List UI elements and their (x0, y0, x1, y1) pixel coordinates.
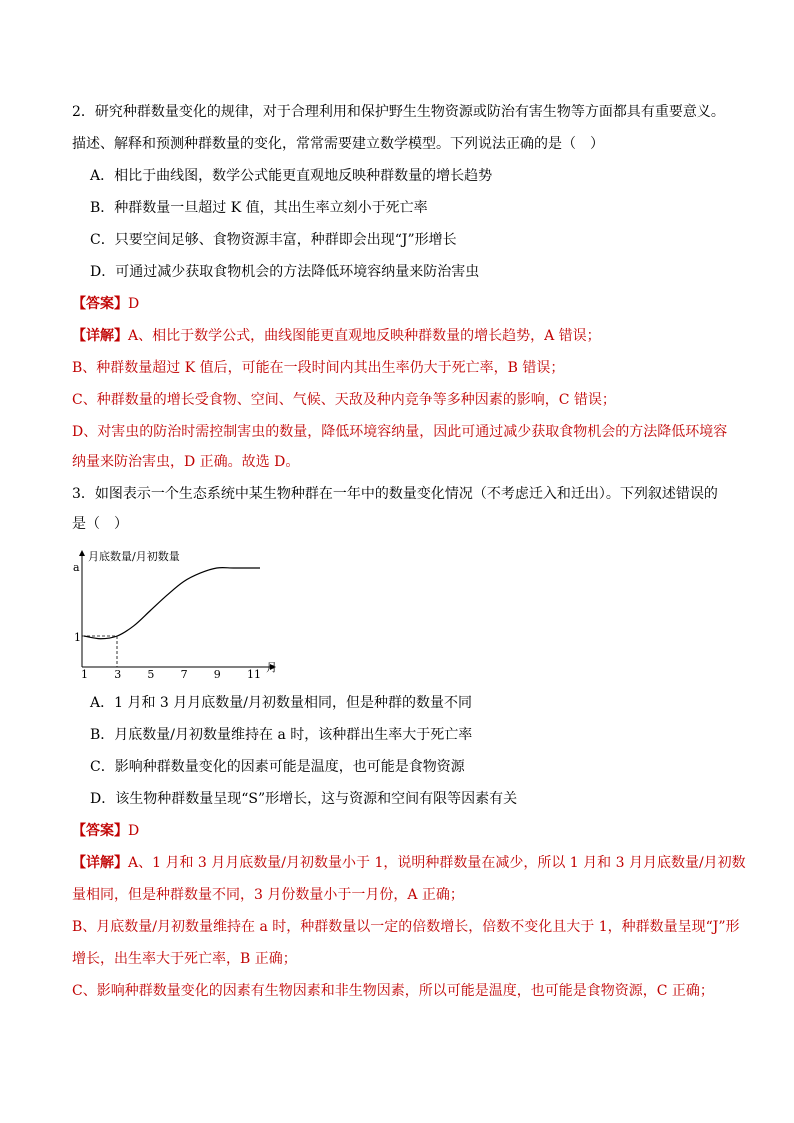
q2-stem-line-1: 2．研究种群数量变化的规律，对于合理利用和保护野生生物资源或防治有害生物等方面都具有重要意义。 (72, 104, 725, 120)
detail-text: A、相比于数学公式，曲线图能更直观地反映种群数量的增长趋势，A 错误； (128, 328, 601, 344)
x-axis-label: 月 (266, 661, 277, 674)
q2-option-a: A．相比于曲线图，数学公式能更直观地反映种群数量的增长趋势 (90, 168, 493, 184)
q3-detail-line-5: C、影响种群数量变化的因素有生物因素和非生物因素，所以可能是温度，也可能是食物资源，C 正确； (72, 983, 714, 999)
x-tick-label: 7 (180, 668, 188, 680)
answer-value: D (128, 823, 140, 839)
q3-option-b: B．月底数量/月初数量维持在 a 时，该种群出生率大于死亡率 (90, 727, 473, 743)
q3-detail-line-2: 量相同，但是种群数量不同，3 月份数量小于一月份，A 正确； (72, 887, 464, 903)
x-tick-label: 3 (114, 668, 122, 680)
detail-tag: 【详解】 (72, 855, 128, 871)
q2-detail-line-5: 纳量来防治害虫，D 正确。故选 D。 (72, 454, 300, 470)
detail-text: A、1 月和 3 月月底数量/月初数量小于 1，说明种群数量在减少，所以 1 月和 3 月月底数量/月初数 (128, 855, 746, 871)
x-tick-labels (81, 668, 261, 680)
q3-option-d: D．该生物种群数量呈现“S”形增长，这与资源和空间有限等因素有关 (90, 791, 518, 807)
q3-answer (72, 821, 139, 841)
q3-option-c: C．影响种群数量变化的因素可能是温度，也可能是食物资源 (90, 759, 465, 775)
q3-detail-line-1 (72, 853, 746, 873)
q3-option-a: A．1 月和 3 月月底数量/月初数量相同，但是种群的数量不同 (90, 695, 472, 711)
q2-detail-line-4: D、对害虫的防治时需控制害虫的数量，降低环境容纳量，因此可通过减少获取食物机会的方法降低环境容 (72, 424, 728, 440)
q2-stem-line-2: 描述、解释和预测种群数量的变化，常常需要建立数学模型。下列说法正确的是（ ） (72, 136, 604, 152)
x-tick-label: 5 (147, 668, 155, 680)
q2-option-c: C．只要空间足够、食物资源丰富，种群即会出现“J”形增长 (90, 232, 457, 248)
y-axis-label: 月底数量/月初数量 (88, 550, 180, 563)
q3-detail-line-3: B、月底数量/月初数量维持在 a 时，种群数量以一定的倍数增长，倍数不变化且大于 1，种群数量呈现“J”形 (72, 919, 740, 935)
q2-option-b: B．种群数量一旦超过 K 值，其出生率立刻小于死亡率 (90, 200, 428, 216)
y-tick-1: 1 (74, 631, 81, 644)
answer-tag: 【答案】 (72, 823, 128, 839)
x-tick-label: 11 (247, 668, 261, 680)
population-curve (84, 568, 260, 639)
q2-option-d: D．可通过减少获取食物机会的方法降低环境容纳量来防治害虫 (90, 264, 480, 280)
answer-value: D (128, 296, 140, 312)
q2-detail-line-3: C、种群数量的增长受食物、空间、气候、天敌及种内竞争等多种因素的影响，C 错误； (72, 392, 616, 408)
x-tick-label: 1 (81, 668, 88, 680)
q2-detail-line-2: B、种群数量超过 K 值后，可能在一段时间内其出生率仍大于死亡率，B 错误； (72, 360, 565, 376)
x-tick-label: 9 (213, 668, 221, 680)
y-tick-a: a (73, 561, 80, 574)
q2-detail-line-1 (72, 326, 601, 346)
q3-detail-line-4: 增长，出生率大于死亡率，B 正确； (72, 951, 297, 967)
answer-tag: 【答案】 (72, 296, 128, 312)
q3-stem-line-2: 是（ ） (72, 516, 128, 532)
q3-stem-line-1: 3．如图表示一个生态系统中某生物种群在一年中的数量变化情况（不考虑迁入和迁出）。下列叙述错误的 (72, 486, 718, 502)
q2-answer (72, 294, 139, 314)
population-ratio-chart (68, 545, 298, 680)
detail-tag: 【详解】 (72, 328, 128, 344)
